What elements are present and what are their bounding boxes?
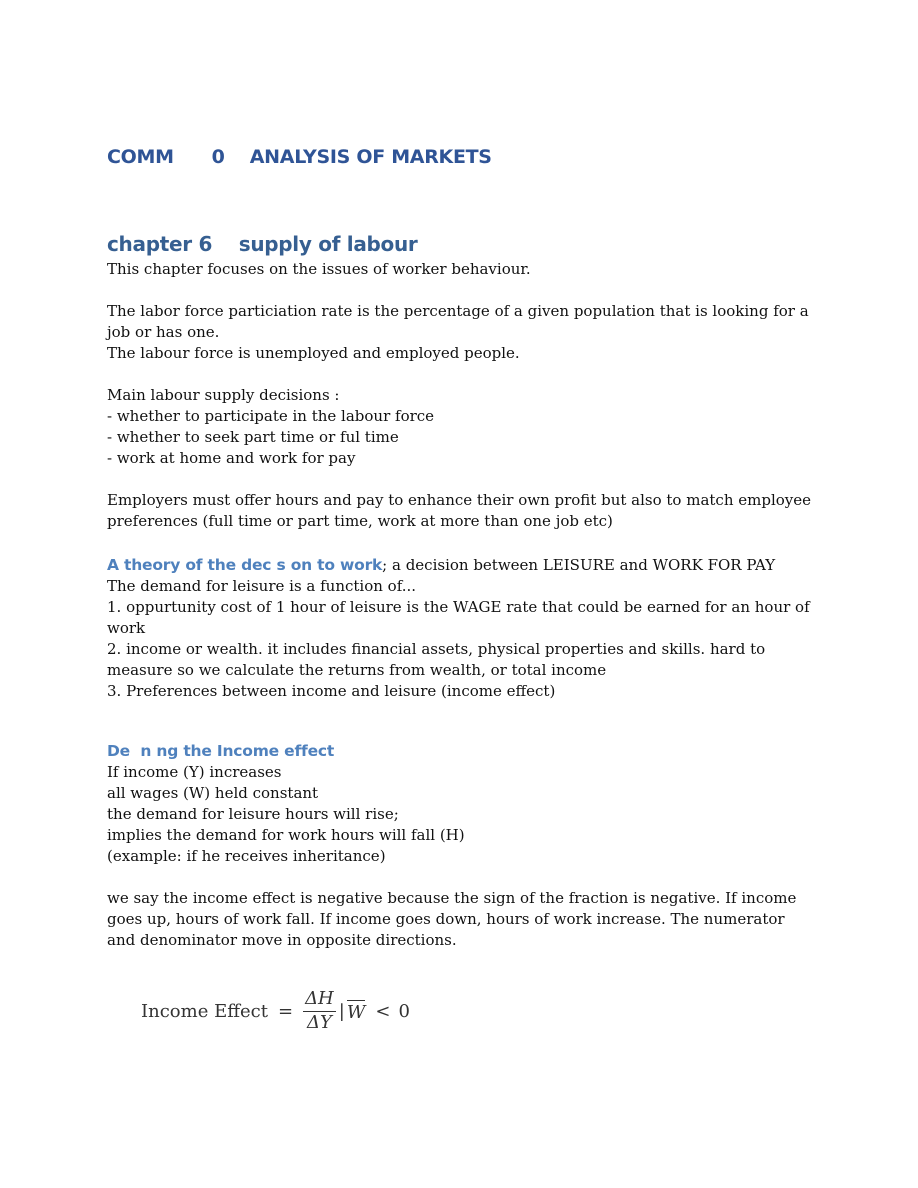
formula-denominator: ΔY	[306, 1012, 332, 1033]
intro-line: - work at home and work for pay	[107, 449, 356, 467]
income-effect-line: If income (Y) increases	[107, 763, 282, 781]
formula-wage: W	[346, 1001, 366, 1023]
paragraph-gap	[107, 867, 817, 888]
formula-fraction	[303, 989, 336, 1033]
income-effect-section	[107, 741, 817, 951]
intro-line: This chapter focuses on the issues of worker behaviour.	[107, 260, 531, 278]
intro-line: Main labour supply decisions :	[107, 386, 340, 404]
formula-equals: =	[277, 1000, 294, 1022]
income-effect-line: we say the income effect is negative because the sign of the fraction is negative. If income goes up, hours of work fall. If income goes down, hours of work increase. The numerator and denominator move in opposite directions.	[107, 889, 797, 949]
chapter-title: chapter 6 supply of labour	[107, 232, 418, 256]
theory-heading-line	[107, 555, 817, 576]
income-effect-heading: De n ng the Income effect	[107, 742, 335, 760]
income-effect-line: implies the demand for work hours will fall (H)	[107, 826, 465, 844]
formula-label: Income Effect	[141, 1000, 268, 1022]
intro-line: The labor force particiation rate is the percentage of a given population that is looking for a job or has one.	[107, 302, 809, 341]
theory-line: The demand for leisure is a function of...	[107, 577, 417, 595]
intro-line: Employers must offer hours and pay to enhance their own profit but also to match employee preferences (full time or part time, work at more than one job etc)	[107, 491, 812, 530]
income-effect-line: all wages (W) held constant	[107, 784, 319, 802]
formula-condition-bar: |	[338, 1000, 345, 1022]
theory-heading: A theory of the dec s on to work	[107, 556, 383, 574]
intro-line: - whether to seek part time or ful time	[107, 428, 399, 446]
theory-line: 3. Preferences between income and leisure (income effect)	[107, 682, 556, 700]
income-effect-formula	[141, 985, 410, 1037]
theory-line: 1. oppurtunity cost of 1 hour of leisure is the WAGE rate that could be earned for an hour of work	[107, 598, 810, 637]
theory-section	[107, 555, 817, 702]
theory-heading-tail: ; a decision between LEISURE and WORK FOR PAY	[382, 556, 776, 574]
paragraph-gap	[107, 469, 817, 490]
paragraph-gap	[107, 280, 817, 301]
intro-line: The labour force is unemployed and employed people.	[107, 344, 520, 362]
formula-value: 0	[398, 1000, 410, 1022]
formula-relation: <	[375, 1000, 391, 1022]
intro-line: - whether to participate in the labour force	[107, 407, 435, 425]
theory-line: 2. income or wealth. it includes financial assets, physical properties and skills. hard to measure so we calculate the returns from wealth, or total income	[107, 640, 766, 679]
formula-numerator: ΔH	[303, 989, 336, 1012]
course-title: COMM 0 ANALYSIS OF MARKETS	[107, 146, 492, 168]
income-effect-line: the demand for leisure hours will rise;	[107, 805, 399, 823]
intro-section	[107, 259, 817, 532]
paragraph-gap	[107, 364, 817, 385]
income-effect-line: (example: if he receives inheritance)	[107, 847, 386, 865]
